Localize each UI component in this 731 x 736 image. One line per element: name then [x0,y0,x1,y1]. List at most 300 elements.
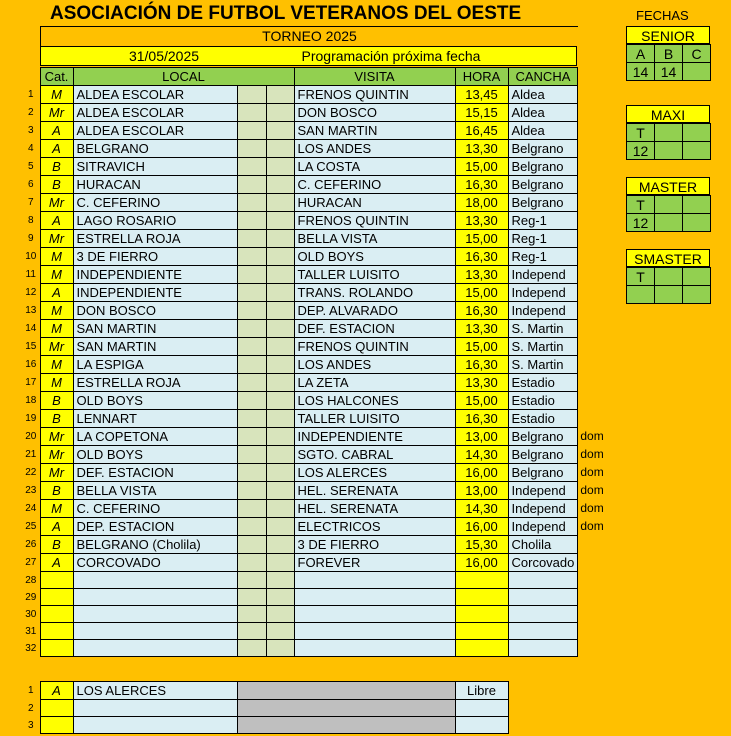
cancha-cell[interactable]: Belgrano [508,464,578,482]
libre-row [22,682,508,700]
row-number: 7 [27,197,34,208]
visita-cell[interactable] [294,572,455,589]
score-local-cell[interactable] [237,518,266,536]
fechas-cell[interactable] [627,286,655,304]
score-local-cell[interactable] [237,122,266,140]
row-number: 9 [27,233,34,244]
score-visita-cell[interactable] [266,176,294,194]
team-cell[interactable] [73,700,237,717]
score-local-cell[interactable] [237,464,266,482]
col-cancha: CANCHA [508,68,578,86]
category-cell[interactable] [40,589,73,606]
score-visita-cell[interactable] [266,392,294,410]
visita-cell[interactable]: FOREVER [294,554,455,572]
fechas-cell[interactable] [655,214,683,232]
hora-cell[interactable]: 16,30 [455,248,508,266]
local-cell[interactable]: DON BOSCO [73,302,237,320]
fechas-cell[interactable] [683,268,711,286]
fechas-box-label: MAXI [626,105,710,123]
score-local-cell[interactable] [237,589,266,606]
score-visita-cell[interactable] [266,589,294,606]
visita-cell[interactable]: SAN MARTIN [294,122,455,140]
score-visita-cell[interactable] [266,356,294,374]
category-cell[interactable]: Mr [40,446,73,464]
local-cell[interactable]: BELGRANO [73,140,237,158]
score-visita-cell[interactable] [266,464,294,482]
local-cell[interactable]: DEP. ESTACION [73,518,237,536]
local-cell[interactable]: HURACAN [73,176,237,194]
match-date[interactable]: 31/05/2025 [128,48,200,64]
category-cell[interactable]: Mr [40,194,73,212]
category-cell[interactable]: A [40,122,73,140]
cancha-cell[interactable]: Corcovado [508,554,578,572]
category-cell[interactable]: B [40,482,73,500]
visita-cell[interactable]: ELECTRICOS [294,518,455,536]
table-row [22,518,618,536]
hora-cell[interactable]: 13,30 [455,320,508,338]
row-number: 14 [25,323,37,334]
hora-cell[interactable] [455,589,508,606]
score-visita-cell[interactable] [266,122,294,140]
hora-cell[interactable]: 16,00 [455,464,508,482]
hora-cell[interactable]: 15,00 [455,338,508,356]
local-cell[interactable]: ALDEA ESCOLAR [73,86,237,104]
score-local-cell[interactable] [237,230,266,248]
fechas-cell[interactable]: B [655,45,683,63]
cancha-cell[interactable]: Estadio [508,392,578,410]
libre-row [22,700,508,717]
cancha-cell[interactable] [508,623,578,640]
category-cell[interactable]: B [40,176,73,194]
hora-cell[interactable]: 15,00 [455,284,508,302]
row-number: 29 [25,591,37,603]
hora-cell[interactable]: 15,30 [455,536,508,554]
cancha-cell[interactable]: Belgrano [508,158,578,176]
score-visita-cell[interactable] [266,446,294,464]
category-cell[interactable]: Mr [40,338,73,356]
fechas-cell[interactable]: T [627,124,655,142]
score-visita-cell[interactable] [266,230,294,248]
score-local-cell[interactable] [237,410,266,428]
local-cell[interactable]: OLD BOYS [73,446,237,464]
score-local-cell[interactable] [237,338,266,356]
category-cell[interactable]: Mr [40,230,73,248]
visita-cell[interactable]: DON BOSCO [294,104,455,122]
fechas-box-maxi [626,105,711,160]
local-cell[interactable]: INDEPENDIENTE [73,266,237,284]
fechas-cell[interactable] [655,196,683,214]
fechas-cell[interactable]: C [683,45,711,63]
day-note [578,212,618,230]
hora-cell[interactable]: 16,30 [455,356,508,374]
score-visita-cell[interactable] [266,554,294,572]
row-number: 6 [27,179,34,190]
local-cell[interactable]: LA COPETONA [73,428,237,446]
hora-cell[interactable]: 15,00 [455,392,508,410]
cancha-cell[interactable]: Independ [508,284,578,302]
cancha-cell[interactable]: Belgrano [508,446,578,464]
row-number: 19 [25,413,37,424]
local-cell[interactable]: SAN MARTIN [73,338,237,356]
hora-cell[interactable]: 13,30 [455,266,508,284]
cancha-cell[interactable]: Belgrano [508,194,578,212]
local-cell[interactable] [73,589,237,606]
category-cell[interactable]: M [40,500,73,518]
local-cell[interactable]: C. CEFERINO [73,500,237,518]
visita-cell[interactable]: LOS ANDES [294,356,455,374]
category-cell[interactable]: A [40,554,73,572]
cancha-cell[interactable]: Cholila [508,536,578,554]
score-local-cell[interactable] [237,392,266,410]
cancha-cell[interactable]: Reg-1 [508,230,578,248]
fechas-cell[interactable]: 14 [627,63,655,81]
visita-cell[interactable] [294,623,455,640]
fechas-cell[interactable]: T [627,268,655,286]
score-local-cell[interactable] [237,446,266,464]
cancha-cell[interactable]: Aldea [508,122,578,140]
hora-cell[interactable]: 15,00 [455,158,508,176]
local-cell[interactable]: DEF. ESTACION [73,464,237,482]
category-cell[interactable]: A [40,212,73,230]
cancha-cell[interactable]: S. Martin [508,356,578,374]
table-row [22,230,618,248]
local-cell[interactable]: LAGO ROSARIO [73,212,237,230]
visita-cell[interactable]: LA ZETA [294,374,455,392]
score-visita-cell[interactable] [266,248,294,266]
day-note: dom [580,447,604,461]
score-visita-cell[interactable] [266,338,294,356]
visita-cell[interactable]: LA COSTA [294,158,455,176]
cancha-cell[interactable]: Belgrano [508,428,578,446]
fechas-cell[interactable] [683,214,711,232]
score-local-cell[interactable] [237,623,266,640]
row-number: 31 [25,625,37,637]
hora-cell[interactable]: 13,00 [455,428,508,446]
hora-cell[interactable]: 13,00 [455,482,508,500]
table-row [22,212,618,230]
score-local-cell[interactable] [237,212,266,230]
score-visita-cell[interactable] [266,572,294,589]
fechas-cell[interactable]: T [627,196,655,214]
hora-cell[interactable]: 13,30 [455,374,508,392]
category-cell[interactable] [40,640,73,657]
local-cell[interactable]: CORCOVADO [73,554,237,572]
fechas-cell[interactable] [655,124,683,142]
score-visita-cell[interactable] [266,374,294,392]
local-cell[interactable] [73,606,237,623]
score-local-cell[interactable] [237,284,266,302]
score-local-cell[interactable] [237,428,266,446]
fechas-label: FECHAS [636,8,689,23]
hora-cell[interactable]: 18,00 [455,194,508,212]
score-local-cell[interactable] [237,536,266,554]
category-cell[interactable] [40,717,73,734]
category-cell[interactable]: B [40,158,73,176]
category-cell[interactable]: A [40,140,73,158]
score-visita-cell[interactable] [266,194,294,212]
category-cell[interactable]: M [40,374,73,392]
row-number: 18 [25,395,37,406]
score-visita-cell[interactable] [266,482,294,500]
score-local-cell[interactable] [237,374,266,392]
category-cell[interactable]: B [40,392,73,410]
visita-cell[interactable]: TALLER LUISITO [294,266,455,284]
cancha-cell[interactable]: Aldea [508,104,578,122]
score-visita-cell[interactable] [266,606,294,623]
fechas-cell[interactable]: 14 [655,63,683,81]
category-cell[interactable]: A [40,682,73,700]
score-visita-cell[interactable] [266,518,294,536]
day-note: dom [580,465,604,479]
fechas-cell[interactable] [683,142,711,160]
visita-cell[interactable]: TRANS. ROLANDO [294,284,455,302]
hora-cell[interactable]: 14,30 [455,446,508,464]
row-number: 8 [27,215,34,226]
fechas-cell[interactable] [655,142,683,160]
score-visita-cell[interactable] [266,410,294,428]
category-cell[interactable]: Mr [40,104,73,122]
local-cell[interactable]: C. CEFERINO [73,194,237,212]
category-cell[interactable]: B [40,536,73,554]
team-cell[interactable]: LOS ALERCES [73,682,237,700]
visita-cell[interactable]: OLD BOYS [294,248,455,266]
local-cell[interactable]: 3 DE FIERRO [73,248,237,266]
visita-cell[interactable]: FRENOS QUINTIN [294,212,455,230]
hora-cell[interactable] [455,640,508,657]
score-local-cell[interactable] [237,640,266,657]
category-cell[interactable]: Mr [40,428,73,446]
local-cell[interactable]: SAN MARTIN [73,320,237,338]
cancha-cell[interactable]: Reg-1 [508,212,578,230]
visita-cell[interactable]: INDEPENDIENTE [294,428,455,446]
day-note: dom [580,519,604,533]
score-local-cell[interactable] [237,86,266,104]
score-visita-cell[interactable] [266,500,294,518]
hora-cell[interactable]: 16,30 [455,302,508,320]
visita-cell[interactable]: DEF. ESTACION [294,320,455,338]
visita-cell[interactable]: LOS ALERCES [294,464,455,482]
visita-cell[interactable]: C. CEFERINO [294,176,455,194]
libre-label[interactable] [455,700,508,717]
category-cell[interactable] [40,606,73,623]
category-cell[interactable]: M [40,266,73,284]
local-cell[interactable] [73,572,237,589]
local-cell[interactable]: ALDEA ESCOLAR [73,122,237,140]
local-cell[interactable]: BELLA VISTA [73,482,237,500]
fechas-cell[interactable] [683,63,711,81]
score-visita-cell[interactable] [266,212,294,230]
cancha-cell[interactable]: Independ [508,500,578,518]
hora-cell[interactable]: 16,30 [455,176,508,194]
hora-cell[interactable] [455,606,508,623]
score-local-cell[interactable] [237,606,266,623]
cancha-cell[interactable]: Independ [508,302,578,320]
score-local-cell[interactable] [237,500,266,518]
table-row [22,302,618,320]
score-visita-cell[interactable] [266,320,294,338]
cancha-cell[interactable]: Reg-1 [508,248,578,266]
category-cell[interactable] [40,700,73,717]
fechas-cell[interactable]: A [627,45,655,63]
hora-cell[interactable] [455,623,508,640]
local-cell[interactable] [73,623,237,640]
hora-cell[interactable]: 16,45 [455,122,508,140]
cancha-cell[interactable]: Independ [508,482,578,500]
category-cell[interactable]: M [40,320,73,338]
score-local-cell[interactable] [237,176,266,194]
score-local-cell[interactable] [237,320,266,338]
table-row [22,266,618,284]
cancha-cell[interactable]: Independ [508,266,578,284]
date-row [40,46,577,66]
cancha-cell[interactable]: Estadio [508,374,578,392]
category-cell[interactable]: A [40,284,73,302]
score-visita-cell[interactable] [266,266,294,284]
col-hora: HORA [455,68,508,86]
visita-cell[interactable] [294,606,455,623]
score-local-cell[interactable] [237,194,266,212]
cancha-cell[interactable]: S. Martin [508,320,578,338]
hora-cell[interactable]: 13,45 [455,86,508,104]
local-cell[interactable] [73,640,237,657]
local-cell[interactable]: SITRAVICH [73,158,237,176]
libre-label[interactable]: Libre [455,682,508,700]
day-note [578,266,618,284]
table-row [22,248,618,266]
visita-cell[interactable]: HURACAN [294,194,455,212]
visita-cell[interactable]: DEP. ALVARADO [294,302,455,320]
visita-cell[interactable] [294,589,455,606]
visita-cell[interactable]: SGTO. CABRAL [294,446,455,464]
score-local-cell[interactable] [237,248,266,266]
local-cell[interactable]: ESTRELLA ROJA [73,374,237,392]
fechas-grid [626,195,711,232]
libre-label[interactable] [455,717,508,734]
cancha-cell[interactable] [508,606,578,623]
local-cell[interactable]: LENNART [73,410,237,428]
visita-cell[interactable]: FRENOS QUINTIN [294,338,455,356]
fechas-cell[interactable] [683,124,711,142]
score-local-cell[interactable] [237,302,266,320]
table-row [22,374,618,392]
cancha-cell[interactable]: Belgrano [508,140,578,158]
day-note [578,248,618,266]
fechas-grid [626,123,711,160]
cancha-cell[interactable] [508,640,578,657]
hora-cell[interactable]: 16,00 [455,518,508,536]
score-visita-cell[interactable] [266,158,294,176]
hora-cell[interactable] [455,572,508,589]
hora-cell[interactable]: 15,15 [455,104,508,122]
day-note [578,640,618,657]
score-local-cell[interactable] [237,482,266,500]
category-cell[interactable]: A [40,518,73,536]
cancha-cell[interactable]: Belgrano [508,176,578,194]
cancha-cell[interactable] [508,589,578,606]
hora-cell[interactable]: 15,00 [455,230,508,248]
score-visita-cell[interactable] [266,302,294,320]
score-local-cell[interactable] [237,140,266,158]
col-local: LOCAL [73,68,294,86]
day-note [578,374,618,392]
category-cell[interactable]: Mr [40,464,73,482]
fechas-box-label: SMASTER [626,249,710,267]
hora-cell[interactable]: 16,00 [455,554,508,572]
visita-cell[interactable]: TALLER LUISITO [294,410,455,428]
score-local-cell[interactable] [237,266,266,284]
hora-cell[interactable]: 14,30 [455,500,508,518]
score-visita-cell[interactable] [266,536,294,554]
cancha-cell[interactable]: S. Martin [508,338,578,356]
day-note [578,392,618,410]
visita-cell[interactable]: LOS ANDES [294,140,455,158]
team-cell[interactable] [73,717,237,734]
local-cell[interactable]: ALDEA ESCOLAR [73,104,237,122]
table-row [22,86,618,104]
table-row [22,623,618,640]
hora-cell[interactable]: 16,30 [455,410,508,428]
local-cell[interactable]: INDEPENDIENTE [73,284,237,302]
cancha-cell[interactable] [508,572,578,589]
visita-cell[interactable]: 3 DE FIERRO [294,536,455,554]
fechas-cell[interactable]: 12 [627,142,655,160]
category-cell[interactable]: M [40,86,73,104]
score-visita-cell[interactable] [266,104,294,122]
hora-cell[interactable]: 13,30 [455,212,508,230]
score-visita-cell[interactable] [266,623,294,640]
category-cell[interactable] [40,572,73,589]
visita-cell[interactable]: HEL. SERENATA [294,500,455,518]
table-row [22,122,618,140]
category-cell[interactable]: M [40,302,73,320]
score-local-cell[interactable] [237,554,266,572]
score-visita-cell[interactable] [266,640,294,657]
score-visita-cell[interactable] [266,284,294,302]
category-cell[interactable]: M [40,248,73,266]
category-cell[interactable] [40,623,73,640]
fechas-cell[interactable]: 12 [627,214,655,232]
hora-cell[interactable]: 13,30 [455,140,508,158]
visita-cell[interactable]: HEL. SERENATA [294,482,455,500]
fechas-cell[interactable] [655,268,683,286]
score-local-cell[interactable] [237,158,266,176]
visita-cell[interactable] [294,640,455,657]
category-cell[interactable]: M [40,356,73,374]
cancha-cell[interactable]: Independ [508,518,578,536]
score-visita-cell[interactable] [266,140,294,158]
fechas-cell[interactable] [683,196,711,214]
local-cell[interactable]: ESTRELLA ROJA [73,230,237,248]
score-local-cell[interactable] [237,104,266,122]
table-row [22,392,618,410]
visita-cell[interactable]: LOS HALCONES [294,392,455,410]
local-cell[interactable]: LA ESPIGA [73,356,237,374]
score-visita-cell[interactable] [266,86,294,104]
local-cell[interactable]: OLD BOYS [73,392,237,410]
fechas-cell[interactable] [655,286,683,304]
score-local-cell[interactable] [237,572,266,589]
score-visita-cell[interactable] [266,428,294,446]
cancha-cell[interactable]: Estadio [508,410,578,428]
local-cell[interactable]: BELGRANO (Cholila) [73,536,237,554]
category-cell[interactable]: B [40,410,73,428]
cancha-cell[interactable]: Aldea [508,86,578,104]
visita-cell[interactable]: FRENOS QUINTIN [294,86,455,104]
visita-cell[interactable]: BELLA VISTA [294,230,455,248]
table-row [22,572,618,589]
fechas-cell[interactable] [683,286,711,304]
score-local-cell[interactable] [237,356,266,374]
